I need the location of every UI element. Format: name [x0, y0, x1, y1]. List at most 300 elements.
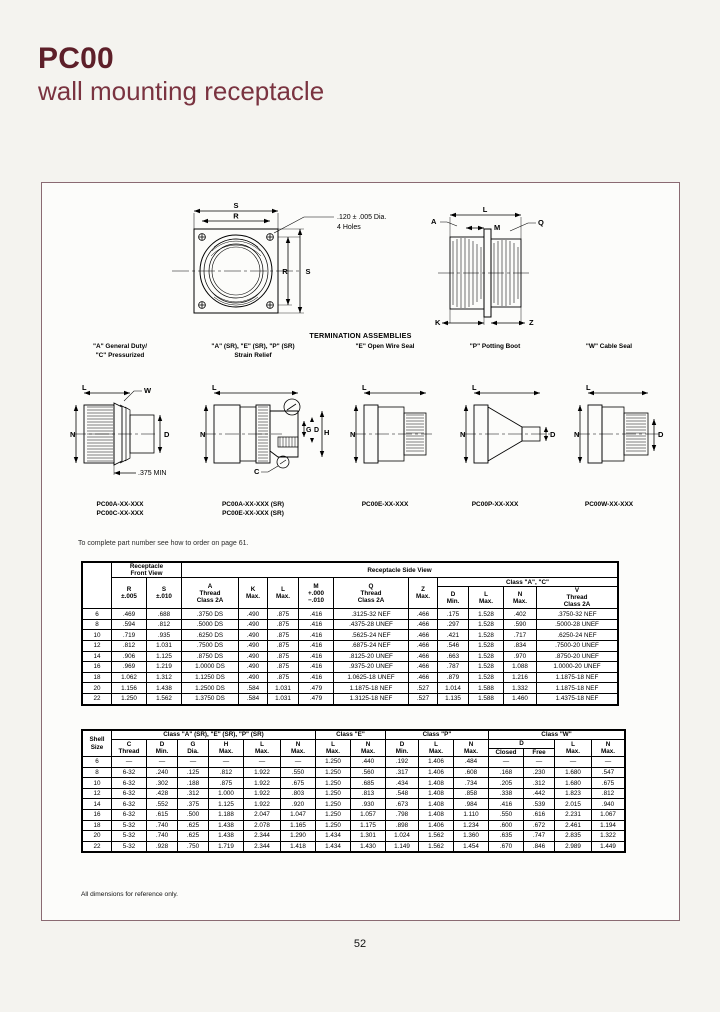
t2-cell-0-0: 6: [83, 757, 112, 768]
table-row: [83, 683, 618, 694]
table-row: [83, 609, 618, 620]
t1-cell-0-3: .3750 DS: [182, 609, 239, 620]
t2-cell-2-13: .312: [524, 778, 555, 789]
t1-cell-4-7: .8125-20 UNEF: [334, 651, 409, 662]
table-row: [83, 651, 618, 662]
t1-cell-0-7: .3125-32 NEF: [334, 609, 409, 620]
t2-cell-5-11: 1.110: [454, 810, 489, 821]
caption-4: "W" Cable Seal: [585, 343, 633, 350]
t1-cell-6-2: 1.312: [147, 672, 182, 683]
content-panel: [41, 182, 680, 921]
t2-cell-7-6: 1.290: [281, 831, 316, 842]
t2-cell-8-1: 5-32: [112, 841, 147, 852]
t1-cell-5-7: .9375-20 UNEF: [334, 662, 409, 673]
t1-h2-10: L Max.: [469, 587, 504, 609]
t1-cell-4-0: 14: [83, 651, 112, 662]
t2-cell-3-0: 12: [83, 788, 112, 799]
t1-cell-4-4: .490: [239, 651, 268, 662]
t2-cell-7-0: 20: [83, 831, 112, 842]
t2-cell-6-13: .672: [524, 820, 555, 831]
t2-cell-1-10: 1.406: [419, 767, 454, 778]
t2-cell-4-5: 1.922: [244, 799, 281, 810]
t2-h-2: D Min.: [147, 740, 178, 757]
t1-cell-6-12: 1.1875-18 NEF: [537, 672, 618, 683]
t1-cell-0-6: .416: [299, 609, 334, 620]
t1-cell-1-2: .812: [147, 619, 182, 630]
t2-cell-8-10: 1.562: [419, 841, 454, 852]
svg-text:L: L: [362, 383, 367, 392]
t2-cell-2-4: .875: [209, 778, 244, 789]
t1-cell-8-6: .479: [299, 693, 334, 704]
t2-h-14: L Max.: [555, 740, 592, 757]
t2-cell-5-2: .615: [147, 810, 178, 821]
t2-cell-4-7: 1.250: [316, 799, 351, 810]
svg-text:S: S: [305, 267, 311, 276]
t2-cell-0-1: —: [112, 757, 147, 768]
t2-group-w: Class "W": [489, 731, 625, 740]
table-row: [83, 630, 618, 641]
t1-cell-7-10: 1.588: [469, 683, 504, 694]
t2-cell-1-13: .230: [524, 767, 555, 778]
svg-text:S: S: [233, 201, 239, 210]
t2-cell-4-2: .552: [147, 799, 178, 810]
t1-cell-6-8: .466: [409, 672, 438, 683]
t1-cell-5-0: 16: [83, 662, 112, 673]
t2-cell-2-10: 1.408: [419, 778, 454, 789]
t1-cell-5-5: .875: [268, 662, 299, 673]
t2-cell-4-6: .920: [281, 799, 316, 810]
t2-cell-8-11: 1.454: [454, 841, 489, 852]
t1-cell-1-1: .594: [112, 619, 147, 630]
table-row: [83, 778, 625, 789]
table-row: [83, 662, 618, 673]
t2-h-5: L Max.: [244, 740, 281, 757]
svg-text:L: L: [586, 383, 591, 392]
t2-cell-1-0: 8: [83, 767, 112, 778]
t2-cell-1-15: .547: [592, 767, 625, 778]
t2-cell-0-7: 1.250: [316, 757, 351, 768]
t1-cell-5-12: 1.0000-20 UNEF: [537, 662, 618, 673]
t2-cell-8-7: 1.434: [316, 841, 351, 852]
t2-cell-5-3: .500: [178, 810, 209, 821]
t1-cell-3-4: .490: [239, 641, 268, 652]
t2-cell-8-6: 1.418: [281, 841, 316, 852]
t1-h-shell-size: [83, 563, 112, 609]
t1-cell-5-11: 1.088: [504, 662, 537, 673]
t2-cell-7-4: 1.438: [209, 831, 244, 842]
t1-cell-3-2: 1.031: [147, 641, 182, 652]
t1-cell-3-5: .875: [268, 641, 299, 652]
svg-text:N: N: [70, 430, 76, 439]
t1-cell-1-4: .490: [239, 619, 268, 630]
svg-text:4 Holes: 4 Holes: [337, 224, 361, 231]
t2-cell-7-13: .747: [524, 831, 555, 842]
t1-cell-4-11: .970: [504, 651, 537, 662]
t2-cell-0-5: —: [244, 757, 281, 768]
t2-group-sr: Class "A" (SR), "E" (SR), "P" (SR): [112, 731, 316, 740]
t2-cell-4-13: .539: [524, 799, 555, 810]
t2-cell-5-4: 1.188: [209, 810, 244, 821]
t2-cell-0-3: —: [178, 757, 209, 768]
t1-cell-0-4: .490: [239, 609, 268, 620]
t1-cell-2-2: .935: [147, 630, 182, 641]
t1-cell-7-0: 20: [83, 683, 112, 694]
t1-cell-0-0: 6: [83, 609, 112, 620]
t2-cell-3-15: .812: [592, 788, 625, 799]
t2-cell-3-13: .442: [524, 788, 555, 799]
t2-cell-6-0: 18: [83, 820, 112, 831]
t1-cell-2-7: .5625-24 NEF: [334, 630, 409, 641]
t2-cell-1-14: 1.680: [555, 767, 592, 778]
t2-h-7: L Max.: [316, 740, 351, 757]
table-row: [83, 619, 618, 630]
t1-cell-2-4: .490: [239, 630, 268, 641]
t2-cell-6-3: .625: [178, 820, 209, 831]
table-row: [83, 641, 618, 652]
t1-cell-5-10: 1.528: [469, 662, 504, 673]
t2-cell-8-15: 1.449: [592, 841, 625, 852]
t1-cell-3-3: .7500 DS: [182, 641, 239, 652]
t1-cell-3-7: .6875-24 NEF: [334, 641, 409, 652]
t1-cell-3-8: .466: [409, 641, 438, 652]
table-row: [83, 788, 625, 799]
t2-cell-4-11: .984: [454, 799, 489, 810]
t2-cell-4-1: 6-32: [112, 799, 147, 810]
t2-cell-3-11: .858: [454, 788, 489, 799]
t2-cell-6-10: 1.406: [419, 820, 454, 831]
t1-cell-5-1: .969: [112, 662, 147, 673]
t2-cell-1-1: 6-32: [112, 767, 147, 778]
t2-cell-6-14: 2.461: [555, 820, 592, 831]
t2-cell-2-15: .675: [592, 778, 625, 789]
t2-cell-3-1: 6-32: [112, 788, 147, 799]
t1-cell-8-5: 1.031: [268, 693, 299, 704]
t1-cell-8-9: 1.135: [438, 693, 469, 704]
caption-0: "A" General Duty/ "C" Pressurized: [92, 343, 147, 359]
t2-cell-7-15: 1.322: [592, 831, 625, 842]
t2-h-10: L Max.: [419, 740, 454, 757]
page-number: 52: [353, 938, 367, 950]
t2-cell-2-14: 1.680: [555, 778, 592, 789]
t2-cell-2-1: 6-32: [112, 778, 147, 789]
t2-cell-7-11: 1.360: [454, 831, 489, 842]
svg-text:L: L: [82, 383, 87, 392]
t2-cell-8-8: 1.430: [351, 841, 386, 852]
svg-text:D: D: [550, 430, 556, 439]
top-drawings: [42, 189, 679, 339]
table-row: [83, 820, 625, 831]
svg-text:A: A: [431, 217, 437, 226]
t2-cell-2-8: .685: [351, 778, 386, 789]
t2-cell-3-5: 1.922: [244, 788, 281, 799]
t1-cell-4-9: .663: [438, 651, 469, 662]
t2-cell-5-9: .798: [386, 810, 419, 821]
t1-cell-6-11: 1.216: [504, 672, 537, 683]
table-row: [83, 767, 625, 778]
t1-cell-2-5: .875: [268, 630, 299, 641]
title-subtitle: wall mounting receptacle: [38, 75, 325, 106]
t2-h-closed: Closed: [489, 749, 524, 757]
t1-cell-7-9: 1.014: [438, 683, 469, 694]
t2-group-e: Class "E": [316, 731, 386, 740]
t2-cell-7-3: .625: [178, 831, 209, 842]
t2-cell-0-15: —: [592, 757, 625, 768]
t1-cell-7-3: 1.2500 DS: [182, 683, 239, 694]
t2-cell-0-12: —: [489, 757, 524, 768]
t1-cell-8-4: .584: [239, 693, 268, 704]
svg-text:K: K: [435, 318, 441, 327]
t2-cell-0-8: .440: [351, 757, 386, 768]
t2-cell-2-7: 1.250: [316, 778, 351, 789]
reference-note: All dimensions for reference only.: [81, 891, 178, 898]
svg-text:.120 ± .005 Dia.: .120 ± .005 Dia.: [337, 214, 387, 221]
t1-cell-8-1: 1.250: [112, 693, 147, 704]
svg-text:R: R: [233, 211, 239, 221]
t1-h-L: L Max.: [268, 578, 299, 609]
t2-cell-4-8: .930: [351, 799, 386, 810]
t1-cell-1-11: .590: [504, 619, 537, 630]
t2-cell-7-7: 1.434: [316, 831, 351, 842]
t2-cell-8-12: .670: [489, 841, 524, 852]
t2-cell-5-7: 1.250: [316, 810, 351, 821]
t2-cell-4-15: .940: [592, 799, 625, 810]
svg-text:L: L: [212, 383, 217, 392]
t2-cell-0-11: .484: [454, 757, 489, 768]
t1-cell-1-5: .875: [268, 619, 299, 630]
t1-cell-2-9: .421: [438, 630, 469, 641]
t1-cell-3-10: 1.528: [469, 641, 504, 652]
t2-cell-4-9: .673: [386, 799, 419, 810]
t1-group-front-view: Receptacle Front View: [112, 563, 182, 578]
t1-cell-7-4: .584: [239, 683, 268, 694]
t2-cell-3-7: 1.250: [316, 788, 351, 799]
t2-cell-3-6: .803: [281, 788, 316, 799]
t2-cell-5-5: 2.047: [244, 810, 281, 821]
t1-cell-1-3: .5000 DS: [182, 619, 239, 630]
t2-cell-6-8: 1.175: [351, 820, 386, 831]
t1-cell-4-12: .8750-20 UNEF: [537, 651, 618, 662]
t1-cell-8-7: 1.3125-18 NEF: [334, 693, 409, 704]
t1-cell-8-2: 1.562: [147, 693, 182, 704]
t2-cell-5-1: 6-32: [112, 810, 147, 821]
svg-text:N: N: [460, 430, 466, 439]
t2-cell-1-6: .550: [281, 767, 316, 778]
t2-cell-8-0: 22: [83, 841, 112, 852]
table-row: [83, 757, 625, 768]
t1-cell-0-11: .402: [504, 609, 537, 620]
part-number-4: PC00W-XX-XXX: [584, 501, 634, 508]
t2-cell-8-5: 2.344: [244, 841, 281, 852]
dimensions-table-2-wrapper: [81, 729, 626, 858]
t1-h-A: A Thread Class 2A: [182, 578, 239, 609]
t2-cell-8-2: .928: [147, 841, 178, 852]
t1-cell-1-12: .5000-28 UNEF: [537, 619, 618, 630]
t2-cell-2-9: .434: [386, 778, 419, 789]
t1-cell-3-6: .416: [299, 641, 334, 652]
t2-h-1: C Thread: [112, 740, 147, 757]
t2-cell-0-10: 1.406: [419, 757, 454, 768]
t2-cell-2-11: .734: [454, 778, 489, 789]
table-row: [83, 693, 618, 704]
t2-cell-4-4: 1.125: [209, 799, 244, 810]
t1-group-class-ac: Class "A", "C": [438, 578, 618, 587]
t1-h2-11: N Max.: [504, 587, 537, 609]
caption-1: "A" (SR), "E" (SR), "P" (SR) Strain Relief: [211, 343, 295, 359]
t2-cell-1-9: .317: [386, 767, 419, 778]
t1-cell-1-6: .416: [299, 619, 334, 630]
t2-cell-6-2: .740: [147, 820, 178, 831]
t1-cell-3-0: 12: [83, 641, 112, 652]
page-title: [38, 44, 324, 106]
t1-cell-0-8: .466: [409, 609, 438, 620]
t1-cell-3-12: .7500-20 UNEF: [537, 641, 618, 652]
t1-cell-3-9: .546: [438, 641, 469, 652]
order-note: To complete part number see how to order on page 61.: [78, 540, 249, 547]
t2-h-free: Free: [524, 749, 555, 757]
t2-cell-6-6: 1.165: [281, 820, 316, 831]
t1-cell-4-5: .875: [268, 651, 299, 662]
t1-cell-2-12: .6250-24 NEF: [537, 630, 618, 641]
t2-cell-1-8: .560: [351, 767, 386, 778]
t2-cell-6-9: .898: [386, 820, 419, 831]
t2-cell-0-13: —: [524, 757, 555, 768]
t1-cell-3-1: .812: [112, 641, 147, 652]
t1-h-Q: Q Thread Class 2A: [334, 578, 409, 609]
t1-cell-8-12: 1.4375-18 NEF: [537, 693, 618, 704]
dimensions-table-1: [81, 561, 619, 706]
part-number-3: PC00P-XX-XXX: [471, 501, 519, 508]
svg-text:M: M: [494, 223, 501, 232]
svg-text:L: L: [482, 205, 488, 214]
t1-h-M: M +.000 −.010: [299, 578, 334, 609]
t1-cell-7-8: .527: [409, 683, 438, 694]
t2-cell-0-9: .192: [386, 757, 419, 768]
part-number-2: PC00E-XX-XXX: [361, 501, 409, 508]
svg-text:H: H: [324, 428, 330, 437]
t1-cell-8-8: .527: [409, 693, 438, 704]
t1-cell-5-6: .416: [299, 662, 334, 673]
part-number-labels: [42, 501, 679, 527]
t1-cell-6-1: 1.062: [112, 672, 147, 683]
t2-cell-3-3: .312: [178, 788, 209, 799]
t1-cell-0-10: 1.528: [469, 609, 504, 620]
t2-cell-6-7: 1.250: [316, 820, 351, 831]
t2-cell-6-1: 5-32: [112, 820, 147, 831]
t2-cell-4-0: 14: [83, 799, 112, 810]
t2-cell-7-5: 2.344: [244, 831, 281, 842]
t1-cell-2-3: .6250 DS: [182, 630, 239, 641]
t1-cell-5-3: 1.0000 DS: [182, 662, 239, 673]
t1-cell-0-2: .688: [147, 609, 182, 620]
t2-h-11: N Max.: [454, 740, 489, 757]
t2-cell-6-12: .600: [489, 820, 524, 831]
t1-cell-7-7: 1.1875-18 NEF: [334, 683, 409, 694]
t2-cell-8-13: .846: [524, 841, 555, 852]
t1-h-K: K Max.: [239, 578, 268, 609]
t1-cell-1-7: .4375-28 UNEF: [334, 619, 409, 630]
t2-cell-5-6: 1.047: [281, 810, 316, 821]
t2-cell-0-6: —: [281, 757, 316, 768]
svg-text:N: N: [350, 430, 356, 439]
t2-cell-3-10: 1.408: [419, 788, 454, 799]
t2-h-8: N Max.: [351, 740, 386, 757]
svg-text:D: D: [164, 430, 170, 439]
table-row: [83, 799, 625, 810]
t1-cell-4-1: .906: [112, 651, 147, 662]
t2-cell-4-3: .375: [178, 799, 209, 810]
t1-cell-4-10: 1.528: [469, 651, 504, 662]
t2-cell-4-14: 2.015: [555, 799, 592, 810]
t1-h-S: S ±.010: [147, 578, 182, 609]
t1-cell-5-9: .787: [438, 662, 469, 673]
t2-h-3: G Dia.: [178, 740, 209, 757]
svg-text:L: L: [472, 383, 477, 392]
t1-cell-1-9: .297: [438, 619, 469, 630]
t2-cell-7-2: .740: [147, 831, 178, 842]
t1-cell-5-4: .490: [239, 662, 268, 673]
t2-cell-7-14: 2.835: [555, 831, 592, 842]
t1-cell-4-6: .416: [299, 651, 334, 662]
t2-cell-1-7: 1.250: [316, 767, 351, 778]
t2-cell-5-8: 1.057: [351, 810, 386, 821]
svg-text:R: R: [282, 267, 288, 276]
svg-text:Q: Q: [538, 218, 544, 227]
table-row: [83, 841, 625, 852]
t1-cell-1-10: 1.528: [469, 619, 504, 630]
t2-cell-6-5: 2.078: [244, 820, 281, 831]
t1-cell-7-6: .479: [299, 683, 334, 694]
table-row: [83, 810, 625, 821]
t1-cell-0-1: .469: [112, 609, 147, 620]
t2-cell-3-12: .338: [489, 788, 524, 799]
svg-text:N: N: [200, 430, 206, 439]
t2-cell-7-8: 1.301: [351, 831, 386, 842]
t1-cell-6-9: .879: [438, 672, 469, 683]
svg-text:Z: Z: [529, 318, 534, 327]
t1-h-Z: Z Max.: [409, 578, 438, 609]
t1-cell-4-3: .8750 DS: [182, 651, 239, 662]
t2-cell-8-9: 1.149: [386, 841, 419, 852]
svg-text:W: W: [144, 386, 152, 395]
t2-cell-2-12: .205: [489, 778, 524, 789]
t2-cell-7-1: 5-32: [112, 831, 147, 842]
svg-text:C: C: [254, 467, 260, 476]
t2-cell-8-14: 2.989: [555, 841, 592, 852]
t2-cell-3-4: 1.000: [209, 788, 244, 799]
t1-cell-2-6: .416: [299, 630, 334, 641]
t1-cell-8-0: 22: [83, 693, 112, 704]
t1-cell-2-11: .717: [504, 630, 537, 641]
termination-assemblies-heading: TERMINATION ASSEMBLIES: [309, 331, 412, 340]
t1-cell-0-5: .875: [268, 609, 299, 620]
t2-cell-5-12: .550: [489, 810, 524, 821]
t1-cell-2-0: 10: [83, 630, 112, 641]
t1-cell-2-1: .719: [112, 630, 147, 641]
t2-cell-1-4: .812: [209, 767, 244, 778]
table-row: [83, 672, 618, 683]
table-row: [83, 831, 625, 842]
t1-cell-4-8: .466: [409, 651, 438, 662]
t2-cell-0-2: —: [147, 757, 178, 768]
t2-cell-2-2: .302: [147, 778, 178, 789]
figure-captions: [42, 343, 679, 369]
t2-cell-1-5: 1.922: [244, 767, 281, 778]
t2-cell-2-6: .675: [281, 778, 316, 789]
t2-h-9: D Min.: [386, 740, 419, 757]
t1-cell-6-3: 1.1250 DS: [182, 672, 239, 683]
t1-cell-8-11: 1.460: [504, 693, 537, 704]
t2-group-w-d: D: [489, 740, 555, 749]
